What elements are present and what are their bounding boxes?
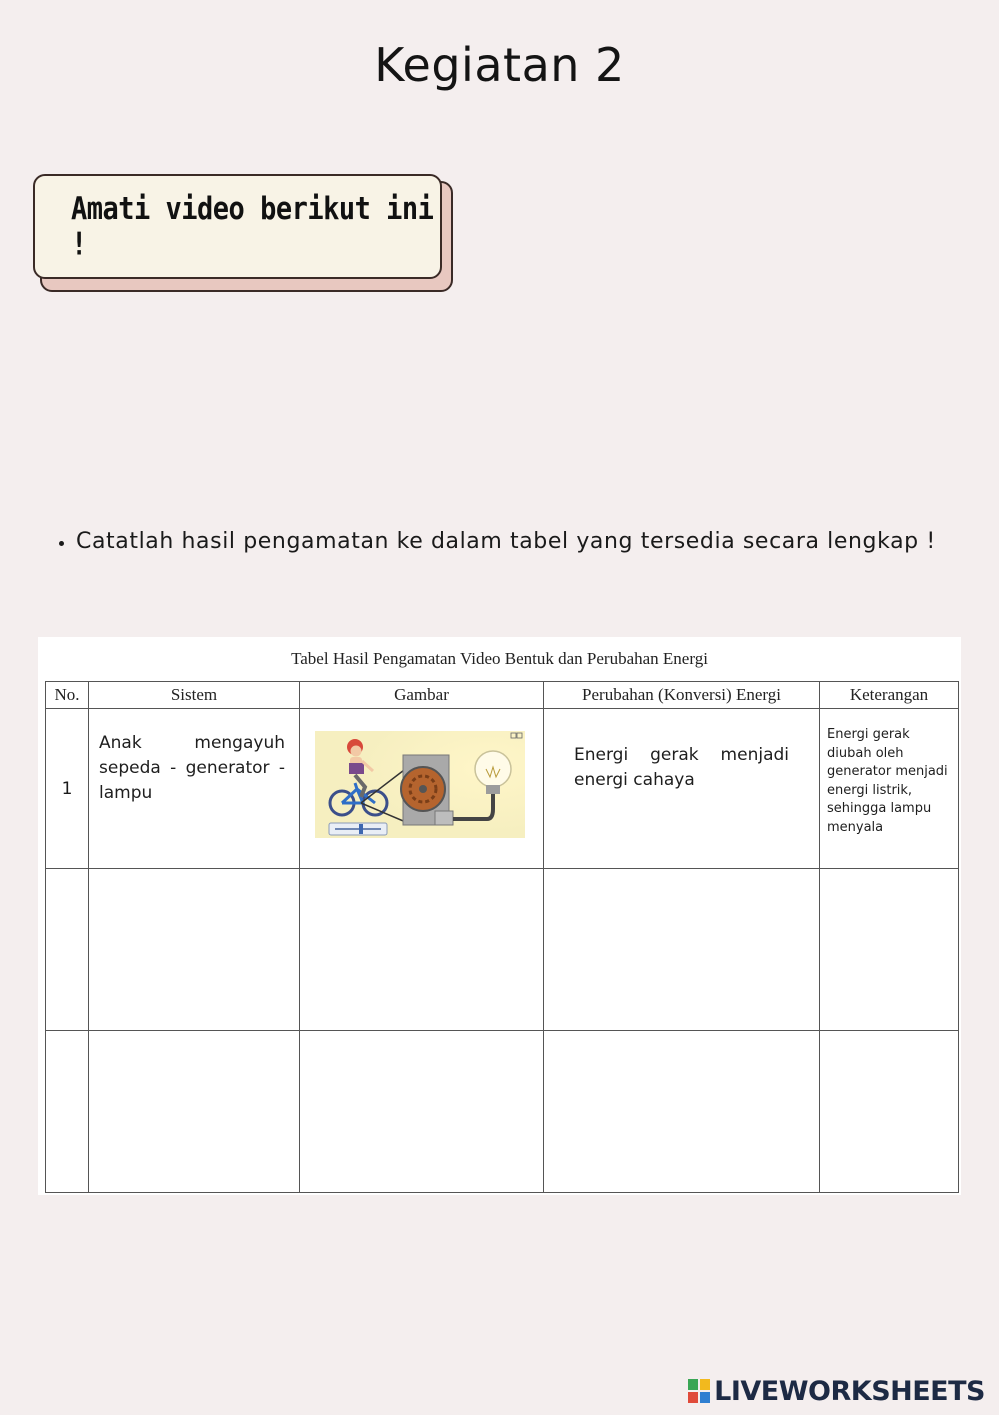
cell-konversi [544,709,820,869]
header-gambar: Gambar [300,682,544,709]
header-keterangan: Keterangan [820,682,959,709]
bicycle-generator-lamp-illustration [315,731,525,838]
cell-sistem-text: Anak mengayuh sepeda - generator - lampu [99,733,285,803]
note-text: Amati video berikut ini ! [71,190,434,263]
table-row [46,709,959,869]
header-no: No. [46,682,89,709]
cell-sistem[interactable] [89,869,300,1031]
cell-konversi[interactable] [544,1031,820,1193]
table-row [46,1031,959,1193]
cell-sistem[interactable] [89,1031,300,1193]
header-konversi: Perubahan (Konversi) Energi [544,682,820,709]
cell-konversi-text: Energi gerak menjadi energi cahaya [574,745,789,790]
observation-table [45,681,959,1193]
cell-keterangan[interactable] [820,869,959,1031]
cell-gambar[interactable] [300,1031,544,1193]
header-sistem: Sistem [89,682,300,709]
table-header-row [46,682,959,709]
cell-konversi[interactable] [544,869,820,1031]
note-card [33,174,442,279]
cell-gambar[interactable] [300,869,544,1031]
cell-no[interactable] [46,1031,89,1193]
instruction-item: • Catatlah hasil pengamatan ke dalam tabel yang tersedia secara lengkap ! [76,525,956,559]
brand-name: LIVEWORKSHEETS [714,1375,985,1407]
table-row [46,869,959,1031]
cell-gambar [300,709,544,869]
cell-sistem [89,709,300,869]
instruction-list [50,525,956,559]
liveworksheets-logo-icon [688,1379,710,1403]
page-title: Kegiatan 2 [374,38,625,92]
cell-keterangan[interactable] [820,1031,959,1193]
cell-keterangan-text: Energi gerak diubah oleh generator menjadi energi listrik, sehingga lampu menyala [827,727,948,835]
cell-no: 1 [46,709,89,869]
observation-table-panel [38,637,961,1195]
liveworksheets-brand[interactable] [688,1373,985,1409]
cell-no[interactable] [46,869,89,1031]
cell-keterangan [820,709,959,869]
table-title: Tabel Hasil Pengamatan Video Bentuk dan Perubahan Energi [291,649,708,668]
